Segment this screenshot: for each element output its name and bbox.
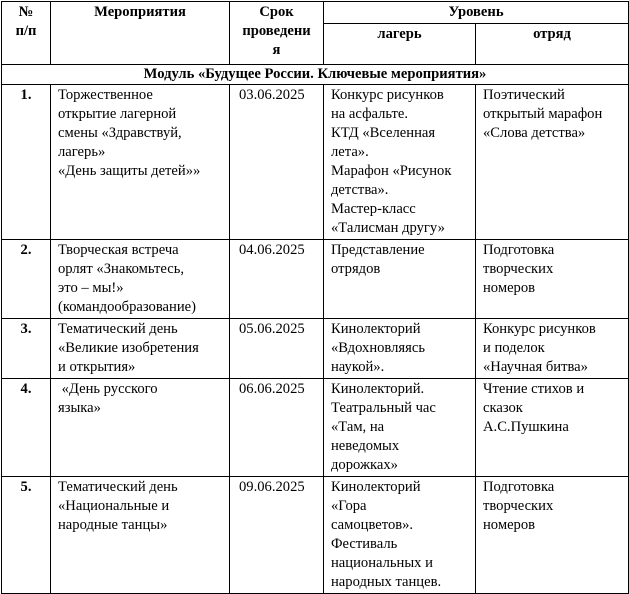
header-event: Мероприятия — [51, 2, 230, 65]
row-number: 3. — [2, 319, 51, 379]
row-event: Торжественное открытие лагерной смены «Здравствуй, лагерь» «День защиты детей»» — [51, 85, 230, 240]
module-row — [2, 65, 629, 85]
header-squad: отряд — [476, 24, 629, 65]
table-row — [2, 85, 629, 240]
table-row — [2, 379, 629, 477]
row-number: 2. — [2, 240, 51, 319]
row-number: 4. — [2, 379, 51, 477]
header-level: Уровень — [324, 2, 629, 24]
row-camp-level: Кинолекторий «Гора самоцветов». Фестиваль национальных и народных танцев. — [324, 477, 476, 594]
row-number: 5. — [2, 477, 51, 594]
table-row — [2, 319, 629, 379]
table-row — [2, 477, 629, 594]
table-row — [2, 240, 629, 319]
row-number: 1. — [2, 85, 51, 240]
table-header — [2, 2, 629, 65]
row-camp-level: Конкурс рисунков на асфальте. КТД «Вселенная лета». Марафон «Рисунок детства». Мастер-класс «Талисман другу» — [324, 85, 476, 240]
row-squad-level: Чтение стихов и сказок А.С.Пушкина — [476, 379, 629, 477]
row-event: «День русского языка» — [51, 379, 230, 477]
row-event: Творческая встреча орлят «Знакомьтесь, это – мы!» (командообразование) — [51, 240, 230, 319]
row-camp-level: Кинолекторий. Театральный час «Там, на неведомых дорожках» — [324, 379, 476, 477]
row-date: 06.06.2025 — [230, 379, 324, 477]
row-date: 04.06.2025 — [230, 240, 324, 319]
row-date: 03.06.2025 — [230, 85, 324, 240]
row-event: Тематический день «Национальные и народные танцы» — [51, 477, 230, 594]
header-date: Срок проведени я — [230, 2, 324, 65]
row-squad-level: Конкурс рисунков и поделок «Научная битва» — [476, 319, 629, 379]
row-date: 09.06.2025 — [230, 477, 324, 594]
header-num: № п/п — [2, 2, 51, 65]
row-squad-level: Подготовка творческих номеров — [476, 477, 629, 594]
row-date: 05.06.2025 — [230, 319, 324, 379]
row-squad-level: Подготовка творческих номеров — [476, 240, 629, 319]
header-camp: лагерь — [324, 24, 476, 65]
row-camp-level: Представление отрядов — [324, 240, 476, 319]
events-table — [1, 1, 629, 594]
row-camp-level: Кинолекторий «Вдохновляясь наукой». — [324, 319, 476, 379]
row-squad-level: Поэтический открытый марафон «Слова детства» — [476, 85, 629, 240]
module-title: Модуль «Будущее России. Ключевые мероприятия» — [2, 65, 629, 85]
row-event: Тематический день «Великие изобретения и открытия» — [51, 319, 230, 379]
table-body — [2, 65, 629, 594]
header-row-top — [2, 2, 629, 24]
